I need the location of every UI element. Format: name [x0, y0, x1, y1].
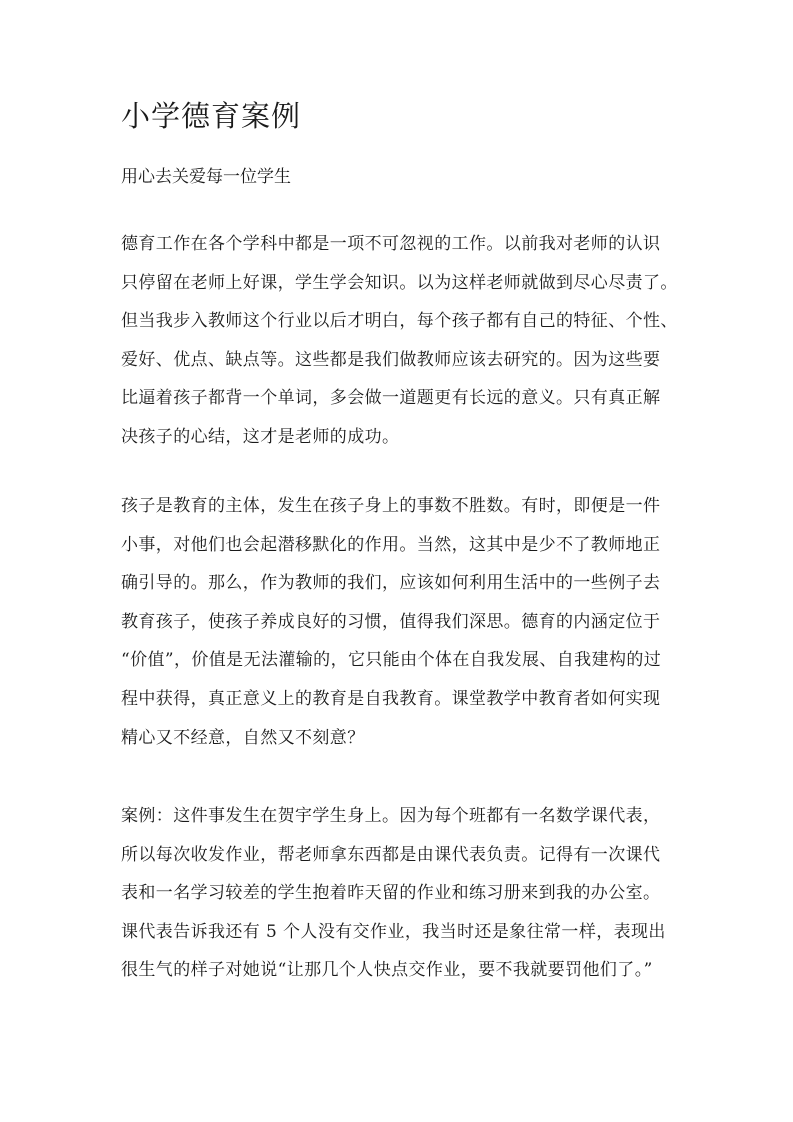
- paragraph-line: “价值”，价值是无法灌输的，它只能由个体在自我发展、自我建构的过: [121, 650, 662, 671]
- paragraph-line: 案例：这件事发生在贺宇学生身上。因为每个班都有一名数学课代表，: [121, 806, 661, 826]
- paragraph-line: 只停留在老师上好课，学生学会知识。以为这样老师就做到尽心尽责了。: [121, 272, 678, 293]
- paragraph-2: [121, 487, 661, 757]
- paragraph-line: 小事，对他们也会起潜移默化的作用。当然，这其中是少不了教师地正: [121, 534, 661, 555]
- paragraph-line: 比逼着孩子都背一个单词，多会做一道题更有长远的意义。只有真正解: [121, 388, 661, 409]
- paragraph-line: 孩子是教育的主体，发生在孩子身上的事数不胜数。有时，即便是一件: [121, 496, 661, 516]
- paragraph-line: 课代表告诉我还有 5 个人没有交作业，我当时还是象往常一样，表现出: [121, 921, 666, 942]
- paragraph-line: 教育孩子，使孩子养成良好的习惯，值得我们深思。德育的内涵定位于: [121, 611, 661, 632]
- paragraph-line: 德育工作在各个学科中都是一项不可忽视的工作。以前我对老师的认识: [121, 234, 661, 254]
- document-title: 小学德育案例: [121, 99, 302, 133]
- paragraph-line: 程中获得，真正意义上的教育是自我教育。课堂教学中教育者如何实现: [121, 688, 661, 709]
- paragraph-3: [121, 797, 666, 990]
- paragraph-line: 很生气的样子对她说“让那几个人快点交作业，要不我就要罚他们了。”: [121, 960, 653, 981]
- document-subtitle: 用心去关爱每一位学生: [121, 167, 291, 187]
- paragraph-line: 决孩子的心结，这才是老师的成功。: [121, 426, 400, 447]
- paragraph-line: 确引导的。那么，作为教师的我们，应该如何利用生活中的一些例子去: [121, 573, 661, 594]
- paragraph-line: 表和一名学习较差的学生抱着昨天留的作业和练习册来到我的办公室。: [121, 883, 661, 904]
- paragraph-line: 精心又不经意，自然又不刻意？: [121, 727, 365, 748]
- paragraph-line: 爱好、优点、缺点等。这些都是我们做教师应该去研究的。因为这些要: [121, 349, 661, 370]
- paragraph-1: [121, 225, 678, 457]
- paragraph-line: 但当我步入教师这个行业以后才明白，每个孩子都有自己的特征、个性、: [121, 311, 678, 332]
- paragraph-line: 所以每次收发作业，帮老师拿东西都是由课代表负责。记得有一次课代: [121, 844, 661, 865]
